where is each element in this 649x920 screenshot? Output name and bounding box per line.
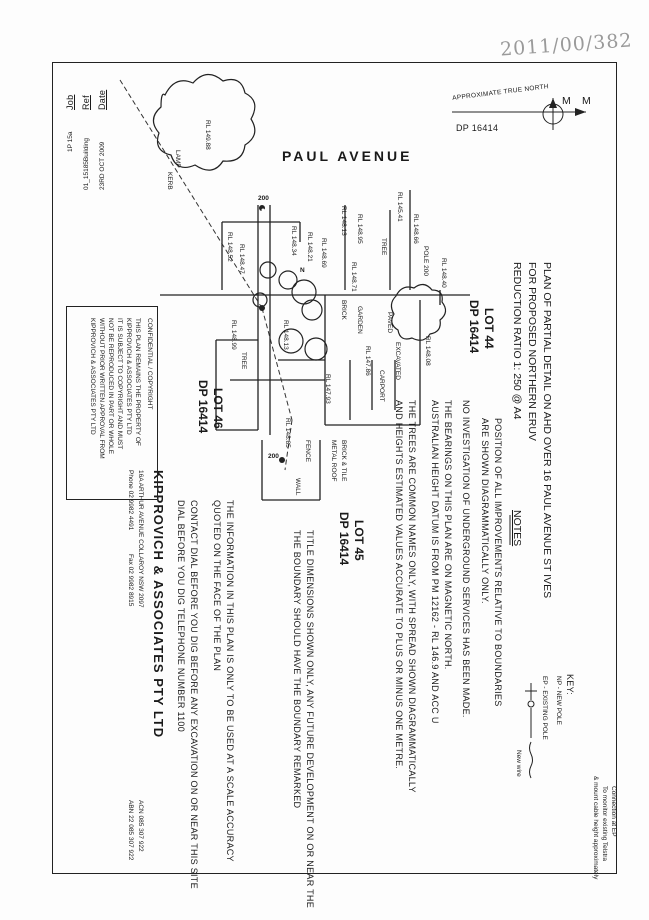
rl-small-0: RL 148.52 xyxy=(226,232,233,262)
date-label: Date xyxy=(97,89,107,110)
date-value: 23RD OCT 2009 xyxy=(99,141,106,190)
note-5: THE TREES ARE COMMON NAMES ONLY, WITH SPREAD SHOWN DIAGRAMMATICALLY xyxy=(407,400,417,793)
rl-small-3: RL 148.21 xyxy=(306,232,313,262)
brick-label: BRICK xyxy=(340,300,347,320)
company-phone: Phone 02 9982 4491 xyxy=(127,470,134,531)
street-name: PAUL AVENUE xyxy=(282,148,413,164)
connection-note-0: Connection at EP xyxy=(610,786,617,837)
wall-label: WALL xyxy=(294,478,301,496)
lot-46-label: LOT 46 xyxy=(211,388,225,429)
connection-note-1: To monitor existing Telstra xyxy=(601,786,608,862)
carport-label: CARPORT xyxy=(378,370,385,402)
copyright-line-0: THIS PLAN REMAINS THE PROPERTY OF xyxy=(134,318,141,446)
rl-small-10: RL 148.13 xyxy=(282,320,289,350)
title-line-2: FOR PROPOSED NORTHERN ERUV xyxy=(526,262,538,441)
company-name: KIPPROVICH & ASSOCIATES PTY LTD xyxy=(151,470,166,739)
title-line-3: REDUCTION RATIO 1: 250 @ A4 xyxy=(511,262,523,420)
rl-145-41: RL 145.41 xyxy=(396,192,403,222)
company-acn: ACN 085 307 922 xyxy=(137,800,144,852)
handwritten-reference: 2011/00/382 xyxy=(499,29,634,61)
note-3: THE BEARINGS ON THIS PLAN ARE ON MAGNETIC NORTH. xyxy=(443,400,453,670)
note-0: POSITION OF ALL IMPROVEMENTS RELATIVE TO BOUNDARIES xyxy=(493,418,503,707)
company-fax: Fax 02 9982 8915 xyxy=(127,554,134,607)
rl-small-2: RL 148.34 xyxy=(290,226,297,256)
key-np: NP - NEW POLE xyxy=(555,676,562,726)
rl-200-a: 200 xyxy=(258,195,269,202)
tree-label-2: TREE xyxy=(240,352,247,370)
note-4: AUSTRALIAN HEIGHT DATUM IS FROM PM 12162 - RL 146.9 AND ACC U xyxy=(430,400,440,724)
kerb-label: KERB xyxy=(166,172,173,190)
lot-44-dp: DP 16414 xyxy=(467,300,481,354)
copyright-heading: CONFIDENTIAL / COPYRIGHT xyxy=(146,318,153,410)
key-heading: KEY: xyxy=(565,674,575,696)
rl-149-88: RL 149.88 xyxy=(204,120,211,150)
note-12: DIAL BEFORE YOU DIG TELEPHONE NUMBER 1100 xyxy=(176,500,186,733)
copyright-line-4: WITHOUT PRIOR WRITTEN APPROVAL FROM xyxy=(98,318,105,459)
rl-148-13: RL 148.13 xyxy=(340,206,347,236)
copyright-line-3: NOT BE REPRODUCED IN PART OR WHOLE xyxy=(107,318,114,455)
job-label: Job xyxy=(65,94,75,110)
lamp-label: LAMP xyxy=(174,150,181,168)
note-8: THE BOUNDARY SHOULD HAVE THE BOUNDARY REMARKED xyxy=(292,530,302,809)
lot-44-label: LOT 44 xyxy=(482,308,496,349)
lot-45-dp: DP 16414 xyxy=(337,512,351,566)
title-line-1: PLAN OF PARTIAL DETAIL ON AHD OVER 16 PAUL AVENUE ST IVES xyxy=(541,262,553,599)
north-label: APPROXIMATE TRUE NORTH xyxy=(451,83,550,102)
dwelling-label: BRICK & TILE xyxy=(340,440,347,482)
rl-small-11: RL 148.08 xyxy=(424,336,431,366)
copyright-line-1: KIPPROVICH & ASSOCIATES PTY LTD xyxy=(125,318,132,435)
connection-note-2: & mount cable height approximately xyxy=(592,776,599,880)
excavated-label: EXCAVATED xyxy=(394,342,401,380)
note-6: AND HEIGHTS ESTIMATED VALUES ACCURATE TO PLUS OR MINUS ONE METRE. xyxy=(394,400,404,770)
tree-label-1: TREE xyxy=(380,238,387,256)
lot-46-dp: DP 16414 xyxy=(196,380,210,434)
note-2: NO INVESTIGATION OF UNDERGROUND SERVICES HAS BEEN MADE. xyxy=(461,400,471,718)
company-address: 16A ARTHUR AVENUE COLLAROY NSW 2097 xyxy=(137,470,144,608)
note-1: ARE SHOWN DIAGRAMMATICALLY ONLY. xyxy=(480,418,490,604)
fence-label: FENCE xyxy=(304,440,311,463)
garden-label: GARDEN xyxy=(356,306,363,334)
magnetic-label: M xyxy=(582,95,591,107)
copyright-line-2: IT IS SUBJECT TO COPYRIGHT AND MUST xyxy=(116,318,123,450)
company-abn: ABN 22 085 307 922 xyxy=(127,800,134,861)
rl-small-7: RL 148.66 xyxy=(412,214,419,244)
note-11: CONTACT DIAL BEFORE YOU DIG BEFORE ANY EXCAVATION ON OR NEAR THIS SITE xyxy=(189,500,199,889)
notes-heading: NOTES xyxy=(511,510,523,547)
lot-45-label: LOT 45 xyxy=(352,520,366,561)
paved-label: PAVED xyxy=(386,312,393,334)
rl-148-85: RL 148.85 xyxy=(284,418,291,448)
copyright-line-5: KIPPROVICH & ASSOCIATES PTY LTD xyxy=(89,318,96,435)
rl-small-13: RL 147.93 xyxy=(324,374,331,404)
ref-value: 01_15185Building xyxy=(83,137,90,190)
note-9: THE INFORMATION IN THIS PLAN IS ONLY TO BE USED AT A SCALE ACCURACY xyxy=(225,500,235,862)
rl-small-5: RL 148.95 xyxy=(356,214,363,244)
rl-small-9: RL 148.99 xyxy=(230,320,237,350)
ref-label: Ref xyxy=(81,95,91,110)
rl-small-1: RL 148.47 xyxy=(238,244,245,274)
key-ep: EP - EXISTING POLE xyxy=(541,676,548,740)
key-wire: New wire xyxy=(515,750,522,777)
key-symbols xyxy=(525,683,537,778)
metal-roof-label: METAL ROOF xyxy=(330,440,337,482)
job-value: 1P 15a xyxy=(67,131,74,152)
rl-small-12: RL 147.86 xyxy=(364,346,371,376)
rl-small-6: RL 148.71 xyxy=(350,262,357,292)
note-7: TITLE DIMENSIONS SHOWN ONLY, ANY FUTURE DEVELOPMENT ON OR NEAR THE xyxy=(305,530,315,909)
note-10: QUOTED ON THE FACE OF THE PLAN xyxy=(212,500,222,672)
magnetic-label-2: M xyxy=(562,95,571,107)
rl-small-8: RL 148.40 xyxy=(440,258,447,288)
rl-small-4: RL 148.69 xyxy=(320,238,327,268)
top-dp: DP 16414 xyxy=(456,123,499,133)
rl-200-b: 200 xyxy=(268,453,279,460)
pole-200-label: POLE 200 xyxy=(422,246,429,276)
north-n-label: N xyxy=(300,267,305,274)
